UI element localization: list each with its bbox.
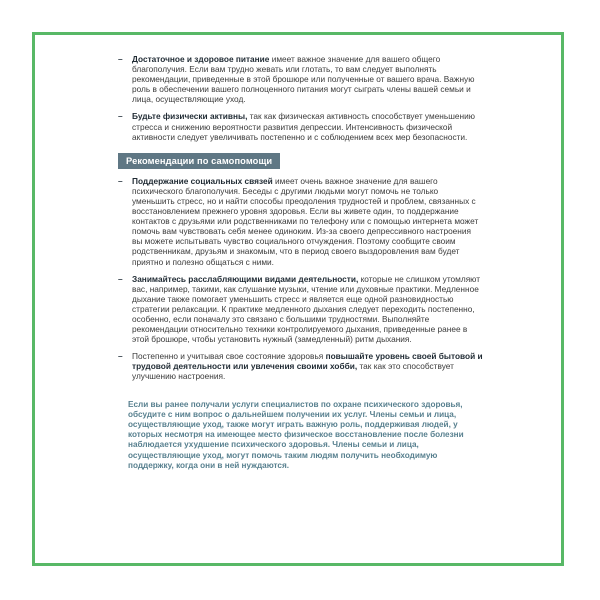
bullet-dash: –	[118, 273, 123, 284]
list-item-relaxing-activities	[118, 274, 483, 345]
list-item-increase-activity	[118, 351, 483, 381]
item-bold-text: Поддержание социальных связей	[132, 175, 273, 186]
bullet-dash: –	[118, 111, 123, 122]
list-item-physical-activity	[118, 111, 483, 141]
document-content	[118, 54, 483, 471]
item-text: имеет очень важное значение для вашего психического благополучия. Беседы с другими людьми могут помочь не только уменьшить стресс, но и найти способы преодоления трудностей и проблем, связанных с восстановлением прежнего уровня здоровья. Если вы живете один, то поддержание контактов с друзьями или родственниками по телефону или с помощью интернета может помочь вам чувствовать себя менее одиноким. Из-за своего депрессивного настроения вы можете испытывать чувство социального отчуждения. Поэтому сообщите своим родственникам, друзьям и знакомым, что в период своего выздоровления вам будет приятно и полезно общаться с ними.	[132, 175, 479, 267]
list-item-social-connections	[118, 176, 483, 267]
section-heading: Рекомендации по самопомощи	[118, 153, 280, 169]
list-item-nutrition	[118, 54, 483, 104]
item-bold-text: Занимайтесь расслабляющими видами деятельности,	[132, 273, 359, 284]
bullet-dash: –	[118, 54, 123, 64]
item-text: так как это способствует улучшению настроения.	[132, 361, 454, 382]
bullet-dash: –	[118, 351, 123, 362]
item-bold-text: Достаточное и здоровое питание	[132, 54, 270, 64]
item-text: имеет важное значение для вашего общего благополучия. Если вам трудно жевать или глотать, то вам следует выполнять рекомендации, приведенные в этой брошюре или полученные от вашего врача. Важную роль в обеспечении вашего полноценного питания могут сыграть члены вашей семьи и лица, осуществляющие уход.	[132, 54, 475, 105]
item-bold-text: повышайте уровень своей бытовой и трудовой деятельности или увлечения своими хобби,	[132, 351, 483, 372]
item-text-pre: Постепенно и учитывая свое состояние здоровья	[132, 351, 326, 362]
item-bold-text: Будьте физически активны,	[132, 111, 248, 122]
bullet-dash: –	[118, 175, 123, 186]
item-text: которые не слишком утомляют вас, например, такими, как слушание музыки, чтение или духовные практики. Медленное дыхание также помогает уменьшить стресс и является еще одной разновидностью стратегии релаксации. К практике медленного дыхания следует переходить постепенно, особенно, если поначалу это связано с большими трудностями. Выполняйте рекомендации относительно техники контролируемого дыхания, приведенные ранее в этой брошюре, чтобы установить нужный (замедленный) ритм дыхания.	[132, 273, 481, 345]
closing-paragraph: Если вы ранее получали услуги специалистов по охране психического здоровья, обсудите с ним вопрос о дальнейшем получении их услуг. Члены семьи и лица, осуществляющие уход, также могут играть важную роль, поддерживая людей, у которых несмотря на имеющее место физическое восстановление после болезни наблюдается ухудшение психического здоровья. Члены семьи и лица, осуществляющие уход, могут помочь таким людям получить необходимую поддержку, когда они в ней нуждаются.	[128, 399, 464, 470]
item-text: так как физическая активность способствует уменьшению стресса и снижению вероятности развития депрессии. Интенсивность физической активности следует увеличивать постепенно и с соблюдением всех мер безопасности.	[132, 111, 475, 142]
